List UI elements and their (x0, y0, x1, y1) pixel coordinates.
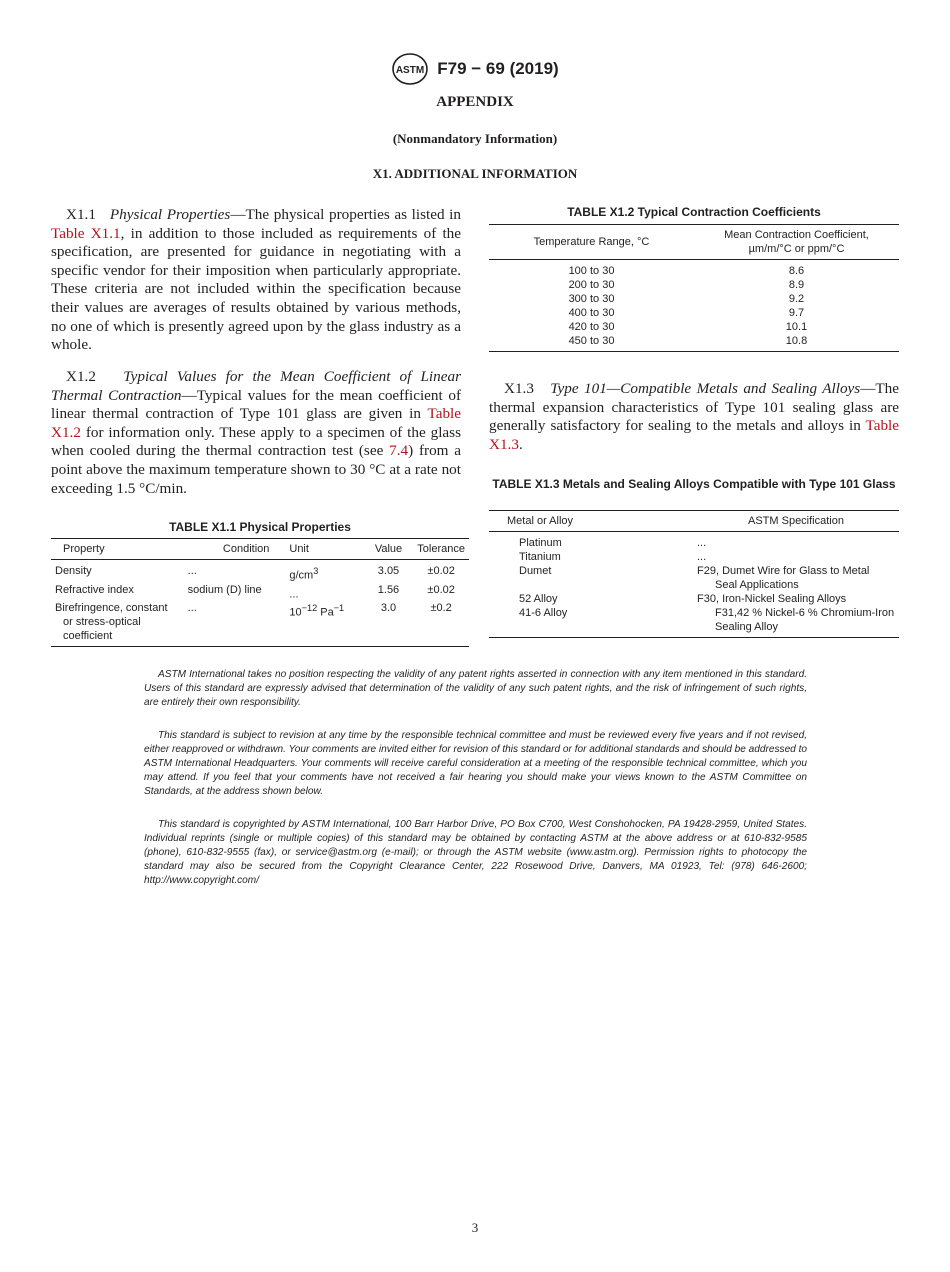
unit-exponent: −1 (333, 603, 345, 614)
section-title: X1. ADDITIONAL INFORMATION (372, 166, 578, 181)
spec-line: F29, Dumet Wire for Glass to Metal (697, 565, 870, 577)
cell-coefficient: 10.8 (694, 334, 899, 352)
cell-metal: Platinum (519, 537, 562, 549)
astm-logo (391, 52, 429, 86)
property-line: or stress-optical (63, 616, 141, 629)
unit-exponent: 3 (313, 566, 319, 576)
paragraph-heading: Physical Properties (109, 206, 231, 223)
cell-range: 200 to 30 (568, 279, 615, 291)
patent-notice: ASTM International takes no position respecting the validity of any patent rights asserted in connection with any item mentioned in this standard. Users of this standard are expressly advised that determination of the validity of any such patent rights, and the risk of infringement of such rights, are entirely their own responsibility. (144, 669, 807, 708)
cell-metal: Dumet (519, 565, 552, 577)
paragraph-text: —The thermal expansion characteristics of Type 101 sealing glass are generally satisfactory for sealing to the metals and alloys in (489, 380, 899, 435)
table-x1-2-caption: TABLE X1.2 Typical Contraction Coefficients (567, 205, 821, 219)
cell-property: Refractive index (55, 583, 134, 596)
spec-line: Seal Applications (715, 579, 799, 591)
cell-coefficient: 9.7 (788, 307, 805, 319)
table-x1-1-link[interactable]: Table X1.1 (51, 224, 121, 242)
cell-metal: Titanium (519, 551, 561, 563)
column-header: Metal or Alloy (489, 511, 693, 532)
cell-tolerance: ±0.02 (427, 565, 455, 577)
paragraph-heading: Type 101—Compatible Metals and Sealing Alloys (550, 380, 861, 397)
header-line: µm/m/°C or ppm/°C (748, 243, 845, 255)
copyright-notice: This standard is copyrighted by ASTM International, 100 Barr Harbor Drive, PO Box C700, West Conshohocken, PA 19428-2959, United States. Individual reprints (single or multiple copies) of this standard may be obtained by contacting ASTM at the above address or at 610-832-9585 (phone), 610-832-9555 (fax), or service@astm.org (e-mail); or through the ASTM website (www.astm.org). Permission rights to photocopy the standard may also be secured from the Copyright Clearance Center, 222 Rosewood Drive, Danvers, MA 01923, Tel: (978) 646-2600; http://www.copyright.com/ (144, 819, 807, 886)
spec-line: F31,42 % Nickel-6 % Chromium-Iron Sealing Alloy (715, 607, 895, 633)
table-row (51, 601, 469, 647)
property-line: coefficient (63, 630, 113, 643)
cell-property: Density (55, 565, 92, 577)
cell-spec (693, 550, 899, 564)
paragraph-text: for information only. These apply to a specimen of the glass when cooled during the thermal contraction test (see (51, 423, 461, 460)
cell-range: 300 to 30 (568, 293, 615, 305)
spec-line: ... (697, 551, 707, 563)
table-row (51, 560, 469, 583)
table-x1-3-caption: TABLE X1.3 Metals and Sealing Alloys Compatible with Type 101 Glass (492, 477, 896, 491)
cell-spec (693, 532, 899, 551)
paragraph-number: X1.2 (66, 368, 96, 385)
cell-range: 400 to 30 (568, 307, 615, 319)
cell-tolerance: ±0.2 (413, 601, 469, 647)
paragraph-x1-3 (489, 380, 899, 454)
document-designation: F79 − 69 (2019) (437, 59, 559, 78)
cell-spec (693, 592, 899, 606)
cell-unit (285, 601, 363, 647)
column-header: Value (364, 539, 414, 560)
table-row (489, 306, 899, 320)
cell-value: 3.0 (364, 601, 414, 647)
paragraph-text: —Typical values for the mean coefficient of linear thermal contraction of Type 101 glass are given in (51, 386, 462, 423)
table-row (489, 292, 899, 306)
cell-range: 420 to 30 (568, 321, 615, 333)
paragraph-text: ) from a point above the maximum temperature shown to 30 °C at a rate not exceeding 1.5 °C/min. (51, 442, 462, 497)
spec-line: ... (697, 537, 707, 549)
unit-text: Pa (317, 606, 334, 619)
paragraph-text: , in addition to those included as requirements of the specification, are presented for guidance in negotiating with a specific vendor for their imposition when particularly appropriate. These criteria are not included within the specification because their values are averages of results obtained by various methods, no one of which is presently agreed upon by the glass industry as a whole. (51, 224, 461, 354)
column-header: Unit (285, 539, 363, 560)
table-row (489, 334, 899, 352)
table-x1-1 (51, 538, 469, 647)
table-row (489, 320, 899, 334)
unit-text: g/cm (289, 569, 314, 582)
column-header: ASTM Specification (693, 511, 899, 532)
cell-spec (693, 564, 899, 592)
table-row (489, 606, 899, 638)
table-row (489, 260, 899, 279)
table-row (489, 532, 899, 551)
page-header (0, 52, 950, 91)
table-x1-3-link[interactable]: Table X1.3 (489, 417, 899, 453)
cell-coefficient: 8.6 (788, 265, 805, 277)
table-row (489, 592, 899, 606)
paragraph-number: X1.3 (504, 380, 534, 397)
cell-tolerance: ±0.02 (427, 583, 455, 596)
logo-text: ASTM (396, 65, 425, 76)
cell-metal: 41-6 Alloy (489, 606, 693, 638)
table-row (51, 583, 469, 602)
paragraph-number: X1.1 (66, 206, 96, 223)
unit-exponent: −12 (301, 603, 318, 614)
spec-line: F30, Iron-Nickel Sealing Alloys (697, 593, 847, 605)
cell-condition: ... (184, 601, 286, 647)
column-header: Tolerance (413, 539, 469, 560)
cell-coefficient: 8.9 (788, 279, 805, 291)
nonmandatory-label: (Nonmandatory Information) (392, 131, 558, 146)
cell-unit (285, 560, 363, 583)
paragraph-text: —The physical properties as listed in (230, 206, 461, 223)
table-row (489, 278, 899, 292)
table-row (489, 550, 899, 564)
section-7-4-link[interactable]: 7.4 (389, 442, 409, 460)
paragraph-heading: Typical Values for the Mean Coefficient of Linear Thermal Contraction (51, 368, 461, 404)
unit-text: ... (289, 588, 299, 601)
cell-coefficient: 9.2 (788, 293, 805, 305)
column-header: Condition (184, 539, 286, 560)
appendix-title: APPENDIX (436, 94, 514, 110)
unit-text: 10 (289, 606, 302, 619)
cell-condition: ... (187, 565, 197, 577)
cell-property (51, 601, 184, 647)
page-number: 3 (471, 1220, 479, 1235)
column-header (694, 225, 899, 260)
table-x1-3 (489, 510, 899, 638)
cell-metal: 52 Alloy (519, 593, 558, 605)
table-row (489, 564, 899, 592)
property-line: Birefringence, constant (55, 602, 168, 615)
table-header-row (489, 225, 899, 260)
table-x1-1-caption: TABLE X1.1 Physical Properties (169, 520, 351, 534)
cell-spec (693, 606, 899, 638)
cell-value: 1.56 (377, 583, 400, 596)
cell-value: 3.05 (377, 565, 400, 577)
cell-coefficient: 10.1 (785, 321, 808, 333)
cell-range: 450 to 30 (489, 334, 694, 352)
cell-unit (285, 583, 363, 602)
paragraph-x1-2 (51, 368, 461, 498)
table-x1-2-link[interactable]: Table X1.2 (51, 405, 461, 441)
cell-range: 100 to 30 (568, 265, 615, 277)
table-header-row (51, 539, 469, 560)
header-line: Mean Contraction Coefficient, (724, 229, 869, 241)
column-header: Temperature Range, °C (489, 225, 694, 260)
table-x1-2 (489, 224, 899, 352)
paragraph-x1-1 (51, 206, 461, 355)
table-header-row (489, 511, 899, 532)
column-header: Property (51, 539, 184, 560)
cell-condition: sodium (D) line (187, 583, 262, 596)
paragraph-text: . (518, 435, 523, 453)
revision-notice: This standard is subject to revision at any time by the responsible technical committee and must be reviewed every five years and if not revised, either reapproved or withdrawn. Your comments are invited either for revision of this standard or for additional standards and should be addressed to ASTM International Headquarters. Your comments will receive careful consideration at a meeting of the responsible technical committee, which you may attend. If you feel that your comments have not received a fair hearing you should make your views known to the ASTM Committee on Standards, at the address shown below. (144, 730, 808, 797)
